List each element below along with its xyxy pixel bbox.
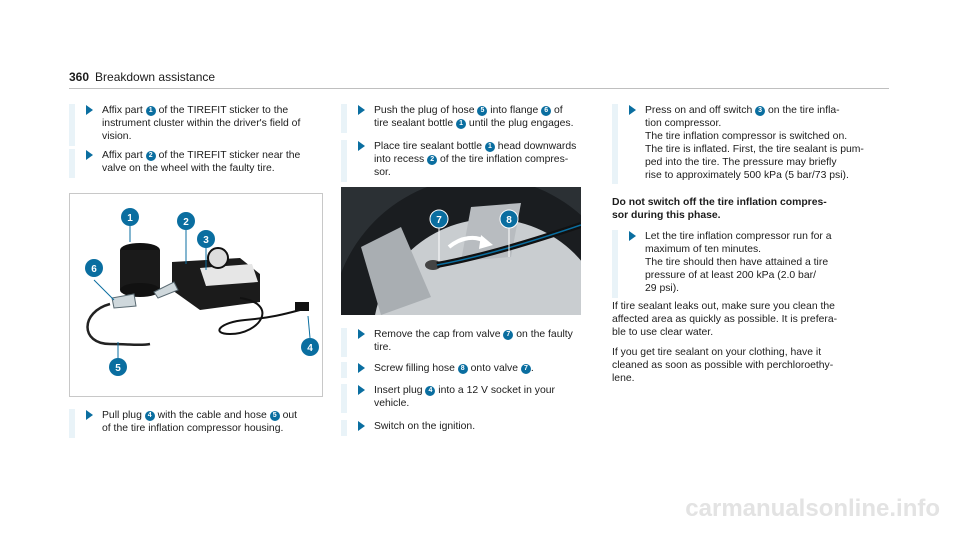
step-arrow-icon	[358, 363, 365, 373]
step-screw-hose: Screw filling hose 8 onto valve 7 .	[341, 362, 591, 378]
step-arrow-icon	[358, 385, 365, 395]
callout-4: 4	[307, 343, 313, 354]
step-arrow-icon	[358, 329, 365, 339]
page-number: 360	[69, 70, 90, 84]
step-arrow-icon	[86, 105, 93, 115]
step-push-plug: Push the plug of hose 5 into flange 6 of tire sealant bottle 1 until the plug engages.	[341, 104, 591, 133]
callout-badge: 3	[755, 106, 765, 116]
step-pull-plug: Pull plug 4 with the cable and hose 5 out of the tire inflation compressor housing.	[69, 409, 329, 438]
callout-5: 5	[115, 363, 121, 374]
watermark: carmanualsonline.info	[685, 495, 940, 522]
paragraph-clothing: If you get tire sealant on your clothing, have it cleaned as soon as possible with perchloroethy- lene.	[612, 347, 834, 384]
step-arrow-icon	[86, 410, 93, 420]
compressor-figure	[69, 193, 323, 397]
callout-badge: 4	[145, 411, 155, 421]
paragraph-sealant-leak: If tire sealant leaks out, make sure you clean the affected area as quickly as possible. It is prefera- ble to use clear water.	[612, 301, 838, 338]
callout-8: 8	[506, 215, 512, 226]
warning-note: Do not switch off the tire inflation compres- sor during this phase.	[612, 197, 827, 221]
callout-badge: 5	[477, 106, 487, 116]
callout-badge: 2	[427, 155, 437, 165]
compressor-illustration	[70, 194, 322, 396]
callout-1: 1	[127, 213, 133, 224]
step-place-bottle: Place tire sealant bottle 1 head downwards into recess 2 of the tire inflation compres- sor.	[341, 140, 591, 182]
step-arrow-icon	[358, 105, 365, 115]
step-press-switch: Press on and off switch 3 on the tire infla- tion compressor. The tire inflation compressor is switched on. The tire is inflated. First, the tire sealant is pum- ped into the tire. The pressure may briefly rise to approximately 500 kPa (5 bar/73 psi).	[612, 104, 892, 184]
callout-3: 3	[203, 235, 209, 246]
callout-badge: 5	[270, 411, 280, 421]
step-arrow-icon	[358, 141, 365, 151]
step-affix-part-2: Affix part 2 of the TIREFIT sticker near the valve on the wheel with the faulty tire.	[69, 149, 329, 178]
tire-valve-illustration	[341, 187, 581, 315]
callout-2: 2	[183, 217, 189, 228]
callout-badge: 2	[146, 151, 156, 161]
step-arrow-icon	[86, 150, 93, 160]
callout-badge: 1	[485, 142, 495, 152]
section-title: Breakdown assistance	[95, 70, 216, 84]
header-rule	[69, 88, 889, 89]
callout-badge: 1	[456, 119, 466, 129]
step-arrow-icon	[358, 421, 365, 431]
callout-badge: 7	[503, 330, 513, 340]
callout-badge: 8	[458, 364, 468, 374]
callout-badge: 1	[146, 106, 156, 116]
callout-badge: 4	[425, 386, 435, 396]
callout-6: 6	[91, 264, 97, 275]
step-affix-part-1: Affix part 1 of the TIREFIT sticker to the instrument cluster within the driver's field of vision.	[69, 104, 329, 146]
step-arrow-icon	[629, 231, 636, 241]
step-let-run: Let the tire inflation compressor run for a maximum of ten minutes. The tire should then have attained a tire pressure of at least 200 kPa (2.0 bar/ 29 psi).	[612, 230, 892, 298]
callout-badge: 6	[541, 106, 551, 116]
page-header	[69, 70, 215, 84]
step-insert-plug: Insert plug 4 into a 12 V socket in your vehicle.	[341, 384, 591, 413]
tire-valve-photo	[341, 187, 581, 315]
step-remove-cap: Remove the cap from valve 7 on the faulty tire.	[341, 328, 591, 357]
step-arrow-icon	[629, 105, 636, 115]
callout-7: 7	[436, 215, 442, 226]
callout-badge: 7	[521, 364, 531, 374]
step-switch-ignition: Switch on the ignition.	[341, 420, 591, 436]
